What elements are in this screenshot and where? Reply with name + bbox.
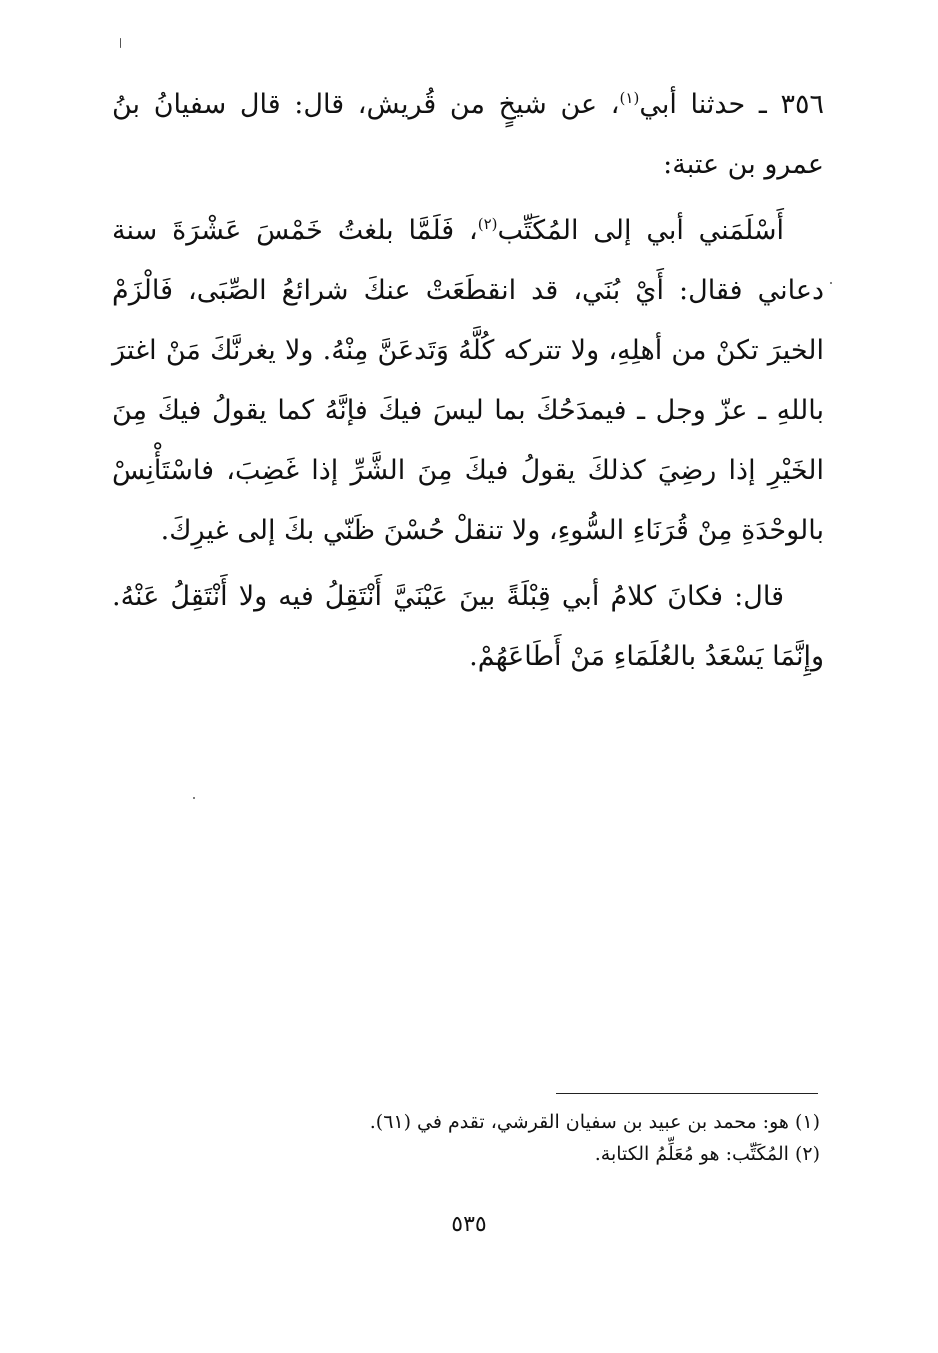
paragraph-2-text: قال: فكانَ كلامُ أبي قِبْلَةً بينَ عَيْنَيَّ أَنْتَقِلُ فيه ولا أَنْتَقِلُ عَنْهُ. وإِنَّمَا يَسْعَدُ بالعُلَمَاءِ مَنْ أَطَاعَهُمْ. — [112, 581, 824, 672]
paragraph-1-start: أَسْلَمَني أبي إلى المُكَتِّب — [497, 215, 785, 246]
main-text — [112, 75, 824, 693]
footnotes — [200, 1106, 820, 1170]
footnote-ref-1[interactable]: (١) — [619, 89, 640, 107]
entry-intro-text: ٣٥٦ ـ حدثنا أبي — [639, 89, 825, 120]
page-number: ٥٣٥ — [451, 1212, 487, 1237]
entry-intro — [112, 75, 824, 195]
scan-speck — [193, 797, 195, 799]
footnote-ref-2[interactable]: (٢) — [477, 215, 498, 233]
footnote-divider — [556, 1093, 818, 1094]
paragraph-1 — [112, 201, 824, 561]
entry-intro-rest: ، عن شيخٍ من قُريش، قال: قال سفيانُ بنُ عمرو بن عتبة: — [112, 89, 824, 180]
paragraph-2 — [112, 567, 824, 687]
scan-speck — [830, 282, 832, 284]
footnote-2: (٢) المُكَتِّب: هو مُعَلِّمُ الكتابة. — [594, 1143, 820, 1165]
paragraph-1-rest: ، فَلَمَّا بلغتُ خَمْسَ عَشْرَةَ سنة دعاني فقال: أَيْ بُنَي، قد انقطَعَتْ عنكَ شرائعُ الصِّبَى، فَالْزَمْ الخيرَ تكنْ من أهلِهِ، ولا تتركه كُلَّهُ وَتَدعَنَّ مِنْهُ. ولا يغرنَّكَ مَنْ اغترَ باللهِ ـ عزّ وجل ـ فيمدَحُكَ بما ليسَ فيكَ فإنَّهُ كما يقولُ فيكَ مِنَ الخَيْرِ إذا رضِيَ كذلكَ يقولُ فيكَ مِنَ الشَّرِّ إذا غَضِبَ، فاسْتَأْنِسْ بالوحْدَةِ مِنْ قُرَنَاءِ السُّوءِ، ولا تنقلْ حُسْنَ ظَنّي بكَ إلى غيرِكَ. — [112, 215, 824, 546]
scan-speck — [120, 38, 121, 48]
footnote-1: (١) هو: محمد بن عبيد بن سفيان القرشي، تقدم في (٦١). — [369, 1111, 820, 1133]
